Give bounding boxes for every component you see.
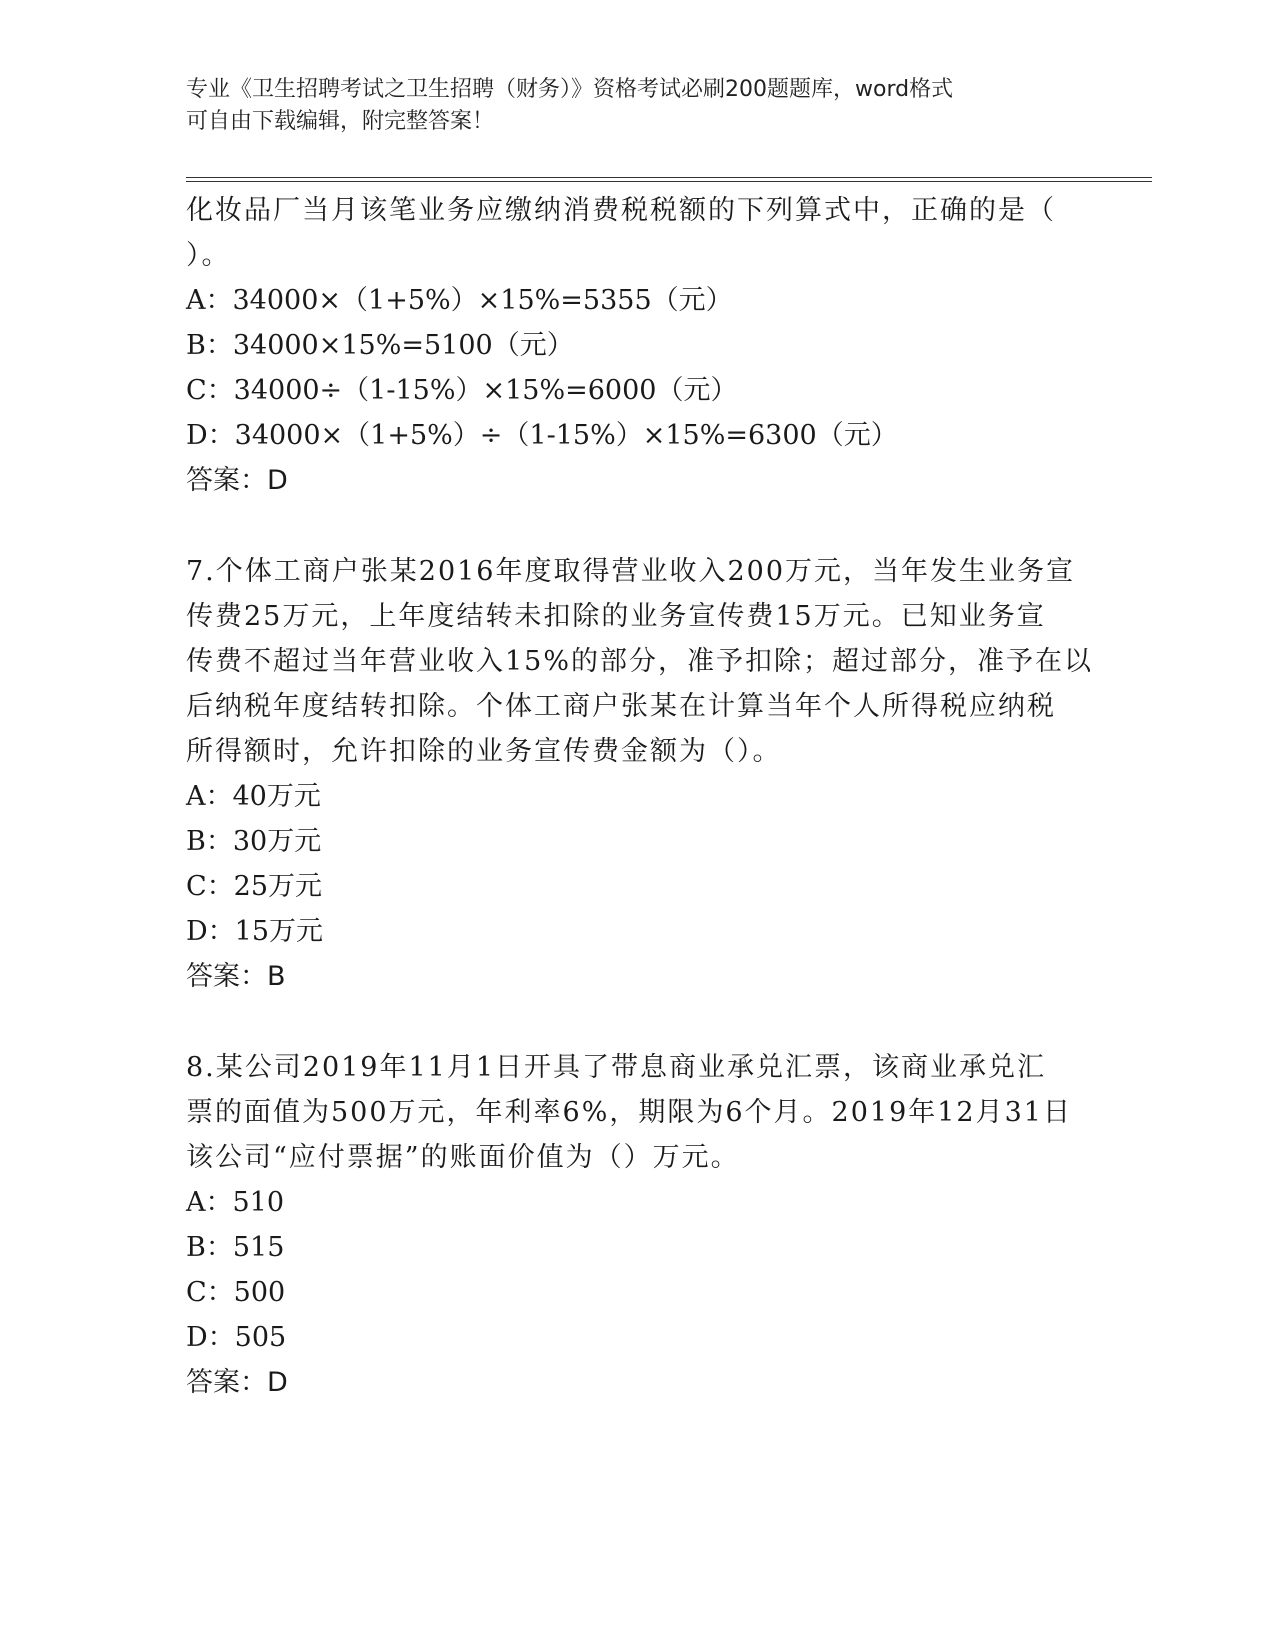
- option-d: D：505: [186, 1322, 287, 1353]
- stem-line: 传费不超过当年营业收入15%的部分，准予扣除；超过部分，准予在以: [186, 646, 1094, 677]
- option-c: C：25万元: [186, 871, 323, 902]
- header-line-2: 可自由下载编辑，附完整答案！: [186, 109, 495, 134]
- stem-line: ）。: [186, 240, 231, 271]
- option-c: C：34000÷（1-15%）×15%=6000（元）: [186, 375, 738, 406]
- answer: 答案：D: [186, 1367, 288, 1398]
- option-b: B：34000×15%=5100（元）: [186, 330, 574, 361]
- answer: 答案：D: [186, 465, 288, 496]
- stem-line: 传费25万元，上年度结转未扣除的业务宣传费15万元。已知业务宣: [186, 601, 1046, 632]
- option-d: D：34000×（1+5%）÷（1-15%）×15%=6300（元）: [186, 420, 898, 451]
- stem-line: 后纳税年度结转扣除。个体工商户张某在计算当年个人所得税应纳税: [186, 691, 1056, 722]
- stem-line: 化妆品厂当月该笔业务应缴纳消费税税额的下列算式中，正确的是（: [186, 195, 1056, 226]
- option-a: A：40万元: [186, 781, 321, 812]
- option-a: A：34000×（1+5%）×15%=5355（元）: [186, 285, 733, 316]
- option-b: B：515: [186, 1232, 285, 1263]
- header-divider-top: [186, 177, 1152, 178]
- option-c: C：500: [186, 1277, 286, 1308]
- stem-line: 该公司“应付票据”的账面价值为（）万元。: [186, 1142, 740, 1173]
- header-divider-bottom: [186, 181, 1152, 182]
- question-7: [186, 549, 1094, 999]
- option-a: A：510: [186, 1187, 285, 1218]
- header-line-1: 专业《卫生招聘考试之卫生招聘（财务）》资格考试必刷200题题库，word格式: [186, 77, 954, 102]
- stem-line: 7.个体工商户张某2016年度取得营业收入200万元，当年发生业务宣: [186, 556, 1076, 587]
- option-d: D：15万元: [186, 916, 324, 947]
- stem-line: 所得额时，允许扣除的业务宣传费金额为（）。: [186, 736, 782, 767]
- question-8: [186, 1045, 1086, 1405]
- stem-line: 票的面值为500万元，年利率6%，期限为6个月。2019年12月31日: [186, 1097, 1072, 1128]
- question-6: [186, 188, 1086, 503]
- answer: 答案：B: [186, 961, 286, 992]
- question-stem: [186, 549, 1094, 774]
- question-list: [186, 188, 1094, 1405]
- question-stem: [186, 188, 1086, 278]
- document-header: [186, 74, 1066, 138]
- stem-line: 8.某公司2019年11月1日开具了带息商业承兑汇票，该商业承兑汇: [186, 1052, 1047, 1083]
- question-stem: [186, 1045, 1086, 1180]
- option-b: B：30万元: [186, 826, 322, 857]
